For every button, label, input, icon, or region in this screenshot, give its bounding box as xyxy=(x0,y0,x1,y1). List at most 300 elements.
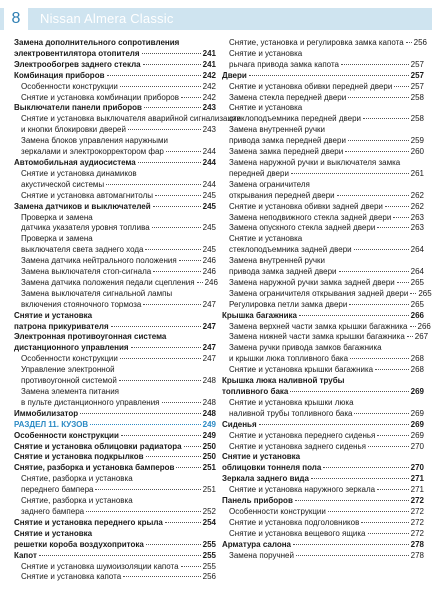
dot-leader xyxy=(375,369,409,370)
toc-page-number: 270 xyxy=(410,441,424,451)
toc-sub-entry[interactable] xyxy=(222,332,429,343)
toc-entry-text: привода замка задней двери xyxy=(229,267,337,277)
toc-page-number: 247 xyxy=(202,299,216,309)
toc-page-number: 243 xyxy=(202,125,216,135)
toc-sub-entry[interactable] xyxy=(222,158,424,180)
dot-leader xyxy=(153,271,200,272)
toc-entry-text: Замена элемента питания xyxy=(21,387,119,396)
dot-leader xyxy=(377,435,408,436)
toc-heading-entry[interactable] xyxy=(222,71,424,82)
toc-entry-text: Крышка багажника xyxy=(222,310,297,320)
toc-page-number: 250 xyxy=(202,441,216,451)
dot-leader xyxy=(377,489,409,490)
toc-page-number: 271 xyxy=(410,485,424,495)
toc-heading-entry[interactable] xyxy=(14,71,216,82)
toc-heading-entry[interactable] xyxy=(14,332,216,354)
toc-sub-entry[interactable] xyxy=(222,223,424,234)
dot-leader xyxy=(155,195,201,196)
toc-sub-entry[interactable] xyxy=(14,234,216,256)
toc-sub-entry[interactable] xyxy=(222,213,424,224)
toc-page-number: 257 xyxy=(410,59,424,69)
toc-sub-entry[interactable] xyxy=(14,136,216,158)
toc-entry-text: РАЗДЕЛ 11. КУЗОВ xyxy=(14,419,89,429)
toc-heading-entry[interactable] xyxy=(14,442,216,453)
toc-entry-text: Снятие и установка крышки багажника xyxy=(229,365,374,375)
toc-page-number: 269 xyxy=(410,408,424,418)
toc-page-number: 272 xyxy=(410,528,424,538)
toc-entry-text: электровентилятора отопителя xyxy=(14,48,140,58)
toc-entry-text: Замена выключателя сигнальной лампы xyxy=(21,288,173,298)
toc-entry-text: стеклоподъемника задней двери xyxy=(229,245,352,255)
toc-entry-text: Снятие и установка xyxy=(14,528,93,538)
dot-leader xyxy=(144,107,201,108)
toc-entry-text: заднего бампера xyxy=(21,506,85,516)
toc-entry-text: акустической системы xyxy=(21,179,105,189)
dot-leader xyxy=(328,511,409,512)
toc-page-number: 263 xyxy=(410,223,424,233)
toc-heading-entry[interactable] xyxy=(222,311,424,322)
toc-entry-text: Замена блоков управления наружными xyxy=(21,136,168,146)
toc-entry-text: Комбинация приборов xyxy=(14,70,105,80)
dot-leader xyxy=(296,555,409,556)
toc-entry-text: наливной трубы топливного бака xyxy=(229,408,353,418)
toc-page-number: 245 xyxy=(202,190,216,200)
dot-leader xyxy=(368,446,409,447)
toc-heading-entry[interactable] xyxy=(14,551,216,562)
toc-entry-text: и крышки люка топливного бака xyxy=(229,354,349,364)
toc-entry-text: Замена дополнительного сопротивления xyxy=(14,38,180,47)
dot-leader xyxy=(385,206,409,207)
toc-entry-text: Зеркала заднего вида xyxy=(222,474,309,484)
toc-entry-text: рычага привода замка капота xyxy=(229,59,339,69)
dot-leader xyxy=(138,162,201,163)
toc-heading-entry[interactable] xyxy=(222,420,424,431)
toc-entry-text: Снятие и установка крышки люка xyxy=(229,397,354,407)
toc-entry-text: решетки короба воздухопритока xyxy=(14,539,144,549)
toc-page-number: 244 xyxy=(202,157,216,167)
toc-sub-entry[interactable] xyxy=(222,234,424,256)
toc-entry-text: Электрообогрев заднего стекла xyxy=(14,59,141,69)
dot-leader xyxy=(291,173,409,174)
dot-leader xyxy=(119,380,201,381)
toc-sub-entry[interactable] xyxy=(222,343,424,365)
dot-leader xyxy=(354,249,409,250)
toc-entry-text: Замена нижней части замка крышки багажника xyxy=(229,332,405,342)
toc-sub-entry[interactable] xyxy=(14,496,216,518)
dot-leader xyxy=(80,413,201,414)
toc-sub-entry[interactable] xyxy=(14,354,216,365)
toc-entry-text: Особенности конструкции xyxy=(14,430,119,440)
toc-entry-text: Снятие и установка xyxy=(229,234,303,244)
toc-heading-entry[interactable] xyxy=(14,38,216,60)
toc-entry-text: передней двери xyxy=(229,168,289,178)
dot-leader xyxy=(397,282,409,283)
toc-entry-text: Выключатели панели приборов xyxy=(14,103,142,113)
toc-page-number: 265 xyxy=(418,288,432,298)
toc-page-number: 269 xyxy=(410,387,424,396)
dot-leader xyxy=(290,391,408,392)
toc-entry-text: и кнопки блокировки дверей xyxy=(21,125,126,135)
toc-entry-text: Иммобилизатор xyxy=(14,408,79,418)
dot-leader xyxy=(162,402,201,403)
dot-leader xyxy=(259,424,409,425)
toc-sub-entry[interactable] xyxy=(222,300,424,311)
dot-leader xyxy=(348,97,408,98)
toc-sub-entry[interactable] xyxy=(14,82,216,93)
dot-leader xyxy=(146,544,201,545)
toc-heading-entry[interactable] xyxy=(222,452,424,474)
toc-entry-text: Замена верхней части замка крышки багажника xyxy=(229,321,408,331)
toc-page-number: 265 xyxy=(410,299,424,309)
toc-page-number: 249 xyxy=(202,430,216,440)
page-number: 8 xyxy=(4,8,28,30)
toc-sub-entry[interactable] xyxy=(14,169,216,191)
toc-entry-text: открывания передней двери xyxy=(229,190,335,200)
toc-heading-entry[interactable] xyxy=(14,158,216,169)
toc-entry-text: включения стояночного тормоза xyxy=(21,299,142,309)
toc-page-number: 258 xyxy=(410,92,424,102)
toc-page-number: 262 xyxy=(410,201,424,211)
toc-entry-text: Замена неподвижного стекла задней двери xyxy=(229,212,392,222)
toc-sub-entry[interactable] xyxy=(222,431,424,442)
toc-entry-text: Панель приборов xyxy=(222,496,293,506)
dot-leader xyxy=(339,271,409,272)
toc-sub-entry[interactable] xyxy=(14,562,216,573)
toc-sub-entry[interactable] xyxy=(14,191,216,202)
toc-page-number: 270 xyxy=(410,463,424,473)
toc-heading-entry[interactable] xyxy=(14,463,216,474)
toc-sub-entry[interactable] xyxy=(14,278,216,289)
toc-entry-text: Замена выключателя стоп-сигнала xyxy=(21,267,152,277)
toc-entry-text: Замена наружной ручки замка задней двери xyxy=(229,277,395,287)
dot-leader xyxy=(106,184,200,185)
dot-leader xyxy=(406,42,412,43)
toc-page-number: 261 xyxy=(410,168,424,178)
dot-leader xyxy=(368,533,409,534)
dot-leader xyxy=(145,249,200,250)
toc-page-number: 245 xyxy=(202,201,216,211)
toc-sub-entry[interactable] xyxy=(222,278,424,289)
dot-leader xyxy=(166,151,201,152)
dot-leader xyxy=(123,576,200,577)
toc-page-number: 244 xyxy=(202,147,216,157)
dot-leader xyxy=(323,467,408,468)
toc-sub-entry[interactable] xyxy=(222,125,424,147)
toc-sub-entry[interactable] xyxy=(14,114,241,136)
dot-leader xyxy=(249,75,409,76)
toc-page-number: 266 xyxy=(410,310,424,320)
toc-entry-text: противоугонной системой xyxy=(21,376,117,386)
toc-entry-text: Замена датчика положения педали сцепления xyxy=(21,277,195,287)
toc-page-number: 247 xyxy=(202,321,216,331)
toc-entry-text: Проверка и замена xyxy=(21,212,93,222)
toc-sub-entry[interactable] xyxy=(222,38,427,49)
toc-entry-text: топливного бака xyxy=(222,387,289,396)
toc-page-number: 256 xyxy=(413,38,427,47)
dot-leader xyxy=(143,64,201,65)
dot-leader xyxy=(377,227,408,228)
toc-sub-entry[interactable] xyxy=(222,147,424,158)
toc-page-number: 264 xyxy=(410,267,424,277)
toc-entry-text: Снятие, разборка и установка xyxy=(21,474,133,484)
toc-entry-text: Снятие и установка шумоизоляции капота xyxy=(21,561,179,571)
toc-heading-entry[interactable] xyxy=(222,376,424,398)
dot-leader xyxy=(181,97,201,98)
toc-entry-text: Замена внутренней ручки xyxy=(229,256,326,266)
toc-heading-entry[interactable] xyxy=(14,202,216,213)
toc-sub-entry[interactable] xyxy=(222,256,424,278)
dot-leader xyxy=(363,118,409,119)
toc-page-number: 241 xyxy=(202,48,216,58)
toc-sub-entry[interactable] xyxy=(222,398,424,420)
toc-entry-text: Снятие и установка переднего сиденья xyxy=(229,430,376,440)
toc-page-number: 266 xyxy=(417,321,431,331)
toc-page-number: 246 xyxy=(202,256,216,266)
toc-entry-text: Замена внутренней ручки xyxy=(229,125,326,135)
toc-entry-text: Замена замка передней двери xyxy=(229,147,344,157)
dot-leader xyxy=(152,227,201,228)
toc-page-number: 257 xyxy=(410,81,424,91)
toc-entry-text: Снятие и установка автомагнитолы xyxy=(21,190,153,200)
dot-leader xyxy=(299,315,409,316)
toc-sub-entry[interactable] xyxy=(14,387,216,409)
toc-page-number: 242 xyxy=(202,70,216,80)
toc-entry-text: Снятие и установка xyxy=(14,310,93,320)
toc-entry-text: Снятие и установка наружного зеркала xyxy=(229,485,376,495)
toc-entry-text: Замена датчиков и выключателей xyxy=(14,201,151,211)
toc-sub-entry[interactable] xyxy=(222,180,424,202)
toc-page-number: 246 xyxy=(204,277,218,287)
toc-entry-text: Замена ручки привода замков багажника xyxy=(229,343,382,353)
toc-sub-entry[interactable] xyxy=(222,202,424,213)
toc-page-number: 269 xyxy=(410,419,424,429)
toc-entry-text: Снятие и установка заднего сиденья xyxy=(229,441,366,451)
toc-page-number: 271 xyxy=(410,474,424,484)
toc-entry-text: Снятие и установка вещевого ящика xyxy=(229,528,366,538)
toc-sub-entry[interactable] xyxy=(222,82,424,93)
toc-sub-entry[interactable] xyxy=(14,572,216,583)
dot-leader xyxy=(348,140,409,141)
toc-entry-text: Управление электронной xyxy=(21,365,115,375)
toc-entry-text: Снятие, разборка и установка xyxy=(21,496,133,506)
toc-heading-entry[interactable] xyxy=(14,529,216,551)
toc-sub-entry[interactable] xyxy=(14,93,216,104)
toc-entry-text: Снятие и установка облицовки радиатора xyxy=(14,441,182,451)
toc-entry-text: Замена поручней xyxy=(229,550,294,560)
toc-page-number: 257 xyxy=(410,70,424,80)
toc-page-number: 265 xyxy=(410,277,424,287)
toc-page-number: 255 xyxy=(202,550,216,560)
dot-leader xyxy=(120,86,201,87)
toc-sub-entry[interactable] xyxy=(14,474,216,496)
toc-sub-entry[interactable] xyxy=(14,267,216,278)
toc-entry-text: Снятие и установка xyxy=(229,48,303,58)
dot-leader xyxy=(311,478,409,479)
toc-heading-entry[interactable] xyxy=(14,431,216,442)
toc-heading-entry[interactable] xyxy=(14,311,216,333)
toc-entry-text: Сиденья xyxy=(222,419,257,429)
toc-heading-entry[interactable] xyxy=(14,452,216,463)
toc-heading-entry[interactable] xyxy=(14,60,216,71)
toc-sub-entry[interactable] xyxy=(222,321,431,333)
toc-sub-entry[interactable] xyxy=(222,49,424,71)
toc-page-number: 251 xyxy=(202,463,216,473)
dot-leader xyxy=(410,326,416,327)
dot-leader xyxy=(345,151,408,152)
dot-leader xyxy=(142,53,201,54)
toc-page-number: 245 xyxy=(202,223,216,233)
dot-leader xyxy=(407,336,413,337)
toc-sub-entry[interactable] xyxy=(222,288,432,300)
toc-heading-entry[interactable] xyxy=(14,409,216,420)
toc-sub-entry[interactable] xyxy=(222,365,424,376)
toc-page-number: 254 xyxy=(202,517,216,527)
toc-heading-entry[interactable] xyxy=(14,518,216,529)
toc-entry-text: Снятие и установка подкрылков xyxy=(14,452,144,462)
toc-entry-text: Снятие и установка подголовников xyxy=(229,517,360,527)
toc-sub-entry[interactable] xyxy=(222,442,424,453)
dot-leader xyxy=(153,206,201,207)
toc-page-number: 249 xyxy=(202,419,216,429)
dot-leader xyxy=(349,304,408,305)
toc-entry-text: Снятие и установка переднего крыла xyxy=(14,517,163,527)
dot-leader xyxy=(107,75,201,76)
toc-entry-text: Автомобильная аудиосистема xyxy=(14,157,136,167)
toc-page-number: 252 xyxy=(202,506,216,516)
toc-page-number: 246 xyxy=(202,267,216,277)
book-title: Nissan Almera Classic xyxy=(40,11,174,26)
toc-entry-text: Снятие и установка комбинации приборов xyxy=(21,92,179,102)
toc-right-column xyxy=(222,38,432,562)
dot-leader xyxy=(121,435,201,436)
dot-leader xyxy=(176,467,200,468)
toc-page-number: 268 xyxy=(410,354,424,364)
toc-sub-entry[interactable] xyxy=(222,507,424,518)
dot-leader xyxy=(410,293,416,294)
toc-sub-entry[interactable] xyxy=(14,289,216,311)
toc-entry-text: Снятие и установка xyxy=(222,452,301,462)
toc-entry-text: Крышка люка наливной трубы xyxy=(222,376,345,386)
toc-page-number: 241 xyxy=(202,59,216,69)
toc-page-number: 262 xyxy=(410,190,424,200)
toc-entry-text: Снятие и установка выключателя аварийной сигнализации xyxy=(21,114,241,124)
toc-entry-text: Замена ограничителя xyxy=(229,179,310,189)
dot-leader xyxy=(143,304,200,305)
toc-page-number: 242 xyxy=(202,81,216,91)
toc-page-number: 247 xyxy=(202,354,216,364)
toc-entry-text: Замена наружной ручки и выключателя замка xyxy=(229,157,401,167)
toc-page-number: 256 xyxy=(202,572,216,582)
toc-page-number: 269 xyxy=(410,430,424,440)
toc-entry-text: Арматура салона xyxy=(222,539,291,549)
toc-entry-text: облицовки тоннеля пола xyxy=(222,463,322,473)
toc-page-number: 259 xyxy=(410,136,424,146)
dot-leader xyxy=(39,555,201,556)
toc-heading-entry[interactable] xyxy=(222,496,424,507)
toc-page-number: 272 xyxy=(410,517,424,527)
toc-page-number: 248 xyxy=(202,397,216,407)
toc-entry-text: Особенности конструкции xyxy=(21,81,118,91)
toc-entry-text: зеркалами и электрокорректором фар xyxy=(21,147,164,157)
dot-leader xyxy=(361,522,408,523)
toc-heading-entry[interactable] xyxy=(222,540,424,551)
toc-sub-entry[interactable] xyxy=(14,213,216,235)
toc-page-number: 263 xyxy=(410,212,424,222)
toc-entry-text: переднего бампера xyxy=(21,485,94,495)
toc-page-number: 251 xyxy=(202,485,216,495)
toc-sub-entry[interactable] xyxy=(222,529,424,540)
dot-leader xyxy=(197,282,203,283)
toc-page-number: 260 xyxy=(410,147,424,157)
toc-entry-text: Снятие, разборка и установка бамперов xyxy=(14,463,175,473)
toc-page-number: 278 xyxy=(410,550,424,560)
toc-page-number: 267 xyxy=(414,332,429,342)
toc-page-number: 272 xyxy=(410,496,424,506)
toc-sub-entry[interactable] xyxy=(222,485,424,496)
toc-page-number: 258 xyxy=(410,114,424,124)
toc-entry-text: Капот xyxy=(14,550,37,560)
toc-sub-entry[interactable] xyxy=(14,365,216,387)
toc-entry-text: Особенности конструкции xyxy=(21,354,118,364)
toc-sub-entry[interactable] xyxy=(14,256,216,267)
toc-sub-entry[interactable] xyxy=(222,93,424,104)
dot-leader xyxy=(165,522,201,523)
toc-sub-entry[interactable] xyxy=(222,518,424,529)
toc-heading-entry[interactable] xyxy=(14,103,216,114)
dot-leader xyxy=(179,260,201,261)
toc-page-number: 264 xyxy=(410,245,424,255)
toc-page-number: 255 xyxy=(202,561,216,571)
toc-entry-text: Двери xyxy=(222,70,247,80)
toc-entry-text: дистанционного управления xyxy=(14,343,129,353)
toc-entry-text: патрона прикуривателя xyxy=(14,321,109,331)
dot-leader xyxy=(131,347,201,348)
toc-page-number: 278 xyxy=(410,539,424,549)
toc-entry-text: датчика указателя уровня топлива xyxy=(21,223,150,233)
dot-leader xyxy=(393,217,408,218)
toc-page-number: 255 xyxy=(202,539,216,549)
toc-sub-entry[interactable] xyxy=(222,551,424,562)
toc-entry-text: выключателя света заднего хода xyxy=(21,245,144,255)
dot-leader xyxy=(111,326,201,327)
toc-entry-text: Снятие и установка капота xyxy=(21,572,122,582)
toc-sub-entry[interactable] xyxy=(222,103,424,125)
dot-leader xyxy=(95,489,200,490)
toc-entry-text: Замена стекла передней двери xyxy=(229,92,347,102)
toc-entry-text: Замена ограничителя открывания задней двери xyxy=(229,288,409,298)
dot-leader xyxy=(146,456,201,457)
toc-section-heading[interactable] xyxy=(14,420,216,431)
toc-entry-text: Проверка и замена xyxy=(21,234,93,244)
toc-entry-text: Снятие, установка и регулировка замка капота xyxy=(229,38,404,47)
dot-leader xyxy=(184,446,201,447)
dot-leader xyxy=(341,64,409,65)
toc-entry-text: Электронная противоугонная система xyxy=(14,332,167,342)
toc-entry-text: Особенности конструкции xyxy=(229,506,326,516)
toc-page-number: 250 xyxy=(202,452,216,462)
toc-page-number: 242 xyxy=(202,92,216,102)
dot-leader xyxy=(293,544,409,545)
toc-entry-text: Регулировка петли замка двери xyxy=(229,299,348,309)
dot-leader xyxy=(181,566,201,567)
toc-entry-text: Снятие и установка обивки задней двери xyxy=(229,201,383,211)
toc-heading-entry[interactable] xyxy=(222,474,424,485)
dot-leader xyxy=(295,500,409,501)
toc-entry-text: привода замка передней двери xyxy=(229,136,346,146)
dot-leader xyxy=(90,424,200,425)
toc-page-number: 245 xyxy=(202,245,216,255)
dot-leader xyxy=(337,195,409,196)
